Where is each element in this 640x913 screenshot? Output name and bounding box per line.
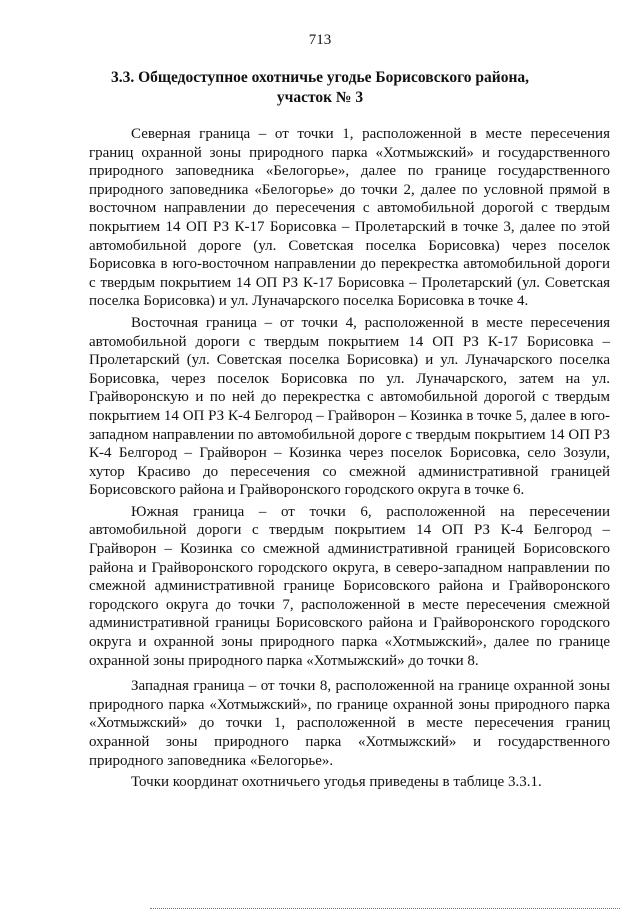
paragraph-south-boundary: Южная граница – от точки 6, расположенной на пересечении автомобильной дороги с твердым покрытием 14 ОП РЗ К-4 Белгород – Грайворон – Козинка со смежной административной границей Борисовского района и Грайворонского городского округа, в северо-западном направлении по смежной административной границе Борисовского района и Грайворонского городского округа до точки 7, расположенной в месте пересечения смежной административной границы Борисовского района и Грайворонского городского округа и охранной зоны природного парка «Хотмыжский», далее по границе охранной зоны природного парка «Хотмыжский» до точки 8.: [89, 503, 610, 669]
paragraph-table-reference: Точки координат охотничьего угодья приведены в таблице 3.3.1.: [131, 774, 542, 791]
bottom-divider-line: [150, 908, 620, 909]
paragraph-north-boundary: Северная граница – от точки 1, расположенной в месте пересечения границ охранной зоны природного парка «Хотмыжский» и государственного природного заповедника «Белогорье», далее по границе государственного природного заповедника «Белогорье» до точки 2, далее по условной прямой в восточном направлении до пересечения с автомобильной дорогой с твердым покрытием 14 ОП РЗ К-17 Борисовка – Пролетарский в точке 3, далее по этой автомобильной дороге (ул. Советская поселка Борисовка) через поселок Борисовка в юго-восточном направлении до перекрестка автомобильной дороги с твердым покрытием 14 ОП РЗ К-17 Борисовка – Пролетарский (ул. Советская поселка Борисовка) и ул. Луначарского поселка Борисовка в точке 4.: [89, 126, 610, 310]
paragraph-east-boundary: Восточная граница – от точки 4, расположенной в месте пересечения автомобильной дороги с твердым покрытием 14 ОП РЗ К-17 Борисовка – Пролетарский (ул. Советская поселка Борисовка) и ул. Луначарского поселка Борисовка, через поселок Борисовка по ул. Луначарского, затем на ул. Грайворонскую и по ней до перекрестка с автомобильной дорогой с твердым покрытием 14 ОП РЗ К-4 Белгород – Грайворон – Козинка в точке 5, далее в юго-западном направлении по автомобильной дороге с твердым покрытием 14 ОП РЗ К-4 Белгород – Грайворон – Козинка через поселок Борисовка, село Зозули, хутор Красиво до пересечения со смежной административной границей Борисовского района и Грайворонского городского округа в точке 6.: [89, 314, 610, 499]
section-heading: [60, 68, 580, 108]
section-heading-line-2: участок № 3: [276, 89, 364, 106]
section-heading-line-1: 3.3. Общедоступное охотничье угодье Борисовского района,: [110, 69, 529, 86]
page-number: 713: [308, 32, 332, 48]
body-text: [89, 125, 610, 792]
paragraph-west-boundary: Западная граница – от точки 8, расположенной на границе охранной зоны природного парка «Хотмыжский», по границе охранной зоны природного парка «Хотмыжский» до точки 1, расположенной в месте пересечения границ охранной зоны природного парка «Хотмыжский» и государственного природного заповедника «Белогорье».: [89, 678, 610, 769]
